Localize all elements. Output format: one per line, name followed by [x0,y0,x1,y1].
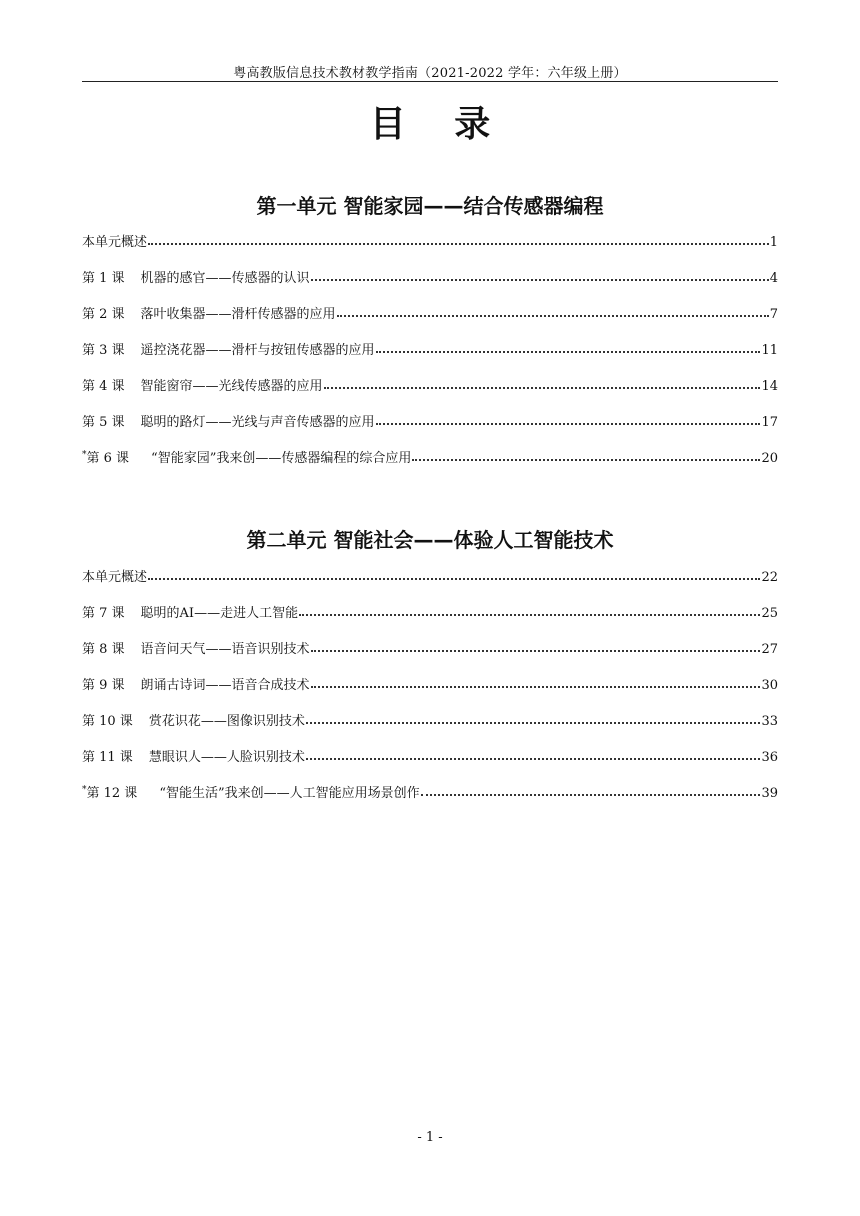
unit-2-toc-list [82,569,778,821]
toc-entry[interactable] [82,605,778,641]
toc-entry-page: 36 [761,750,778,765]
toc-entry-title: 遥控浇花器——滑杆与按钮传感器的应用 [140,343,375,358]
unit-2-heading: 第二单元 智能社会——体验人工智能技术 [246,528,614,552]
dot-leader [337,306,769,317]
dot-leader [311,270,769,281]
dot-leader [376,414,761,425]
toc-entry-page: 11 [761,343,778,358]
toc-entry-title: 落叶收集器——滑杆传感器的应用 [140,307,336,322]
toc-entry-page: 22 [761,570,778,585]
unit-1-heading: 第一单元 智能家园——结合传感器编程 [256,194,604,218]
toc-entry[interactable] [82,677,778,713]
dot-leader [376,342,761,353]
dot-leader [306,713,761,724]
toc-entry[interactable] [82,785,778,821]
toc-entry-page: 17 [761,415,778,430]
toc-entry[interactable] [82,713,778,749]
toc-entry[interactable] [82,749,778,785]
toc-entry-title: 赏花识花——图像识别技术 [148,714,305,729]
toc-entry-page: 4 [769,271,778,286]
toc-entry-title: “智能家园”我来创——传感器编程的综合应用 [151,451,412,466]
dot-leader [148,569,760,580]
running-header: 粤高教版信息技术教材教学指南（2021-2022 学年：六年级上册） [233,66,627,81]
toc-entry[interactable] [82,306,778,342]
toc-entry-title: 慧眼识人——人脸识别技术 [148,750,305,765]
dot-leader [306,749,761,760]
toc-entry-page: 7 [769,307,778,322]
dot-leader [324,378,761,389]
toc-entry-number: 第 12 课 [86,786,138,801]
dot-leader [311,641,761,652]
page-number: - 1 - [417,1130,443,1145]
toc-entry[interactable] [82,450,778,486]
toc-entry-title: 聪明的路灯——光线与声音传感器的应用 [140,415,375,430]
dot-leader [148,234,769,245]
toc-entry[interactable] [82,641,778,677]
toc-entry-page: 25 [761,606,778,621]
optional-lesson-marker: * [82,450,87,460]
toc-entry-number: 第 4 课 [82,379,125,394]
toc-entry-title: 智能窗帘——光线传感器的应用 [140,379,323,394]
toc-entry[interactable] [82,378,778,414]
header-rule [82,81,778,82]
toc-entry[interactable] [82,234,778,270]
toc-entry-page: 39 [761,786,778,801]
toc-entry-title: 机器的感官——传感器的认识 [140,271,310,286]
toc-entry-number: 本单元概述 [82,570,148,585]
unit-1-toc-list [82,234,778,486]
toc-entry[interactable] [82,270,778,306]
toc-entry-number: 第 1 课 [82,271,125,286]
toc-entry-number: 第 10 课 [82,714,133,729]
toc-entry-page: 30 [761,678,778,693]
dot-leader [311,677,761,688]
toc-entry-page: 33 [761,714,778,729]
dot-leader [299,605,760,616]
toc-entry-number: 第 7 课 [82,606,125,621]
dot-leader [421,785,761,796]
toc-entry-number: 第 9 课 [82,678,125,693]
toc-entry-number: 第 3 课 [82,343,125,358]
dot-leader [412,450,760,461]
toc-entry-number: 第 2 课 [82,307,125,322]
page-title: 目 录 [369,104,509,145]
toc-entry-number: 本单元概述 [82,235,148,250]
toc-entry[interactable] [82,342,778,378]
toc-entry-number: 第 6 课 [86,451,130,466]
toc-entry-number: 第 8 课 [82,642,125,657]
toc-entry-number: 第 5 课 [82,415,125,430]
toc-entry-page: 14 [761,379,778,394]
toc-entry[interactable] [82,414,778,450]
toc-entry[interactable] [82,569,778,605]
toc-entry-title: 语音问天气——语音识别技术 [140,642,310,657]
toc-entry-title: 聪明的AI——走进人工智能 [140,606,299,621]
toc-entry-page: 27 [761,642,778,657]
toc-entry-title: 朗诵古诗词——语音合成技术 [140,678,310,693]
toc-entry-page: 1 [769,235,778,250]
toc-entry-title: “智能生活”我来创——人工智能应用场景创作 [159,786,420,801]
optional-lesson-marker: * [82,785,87,795]
toc-entry-page: 20 [761,451,778,466]
toc-entry-number: 第 11 课 [82,750,133,765]
